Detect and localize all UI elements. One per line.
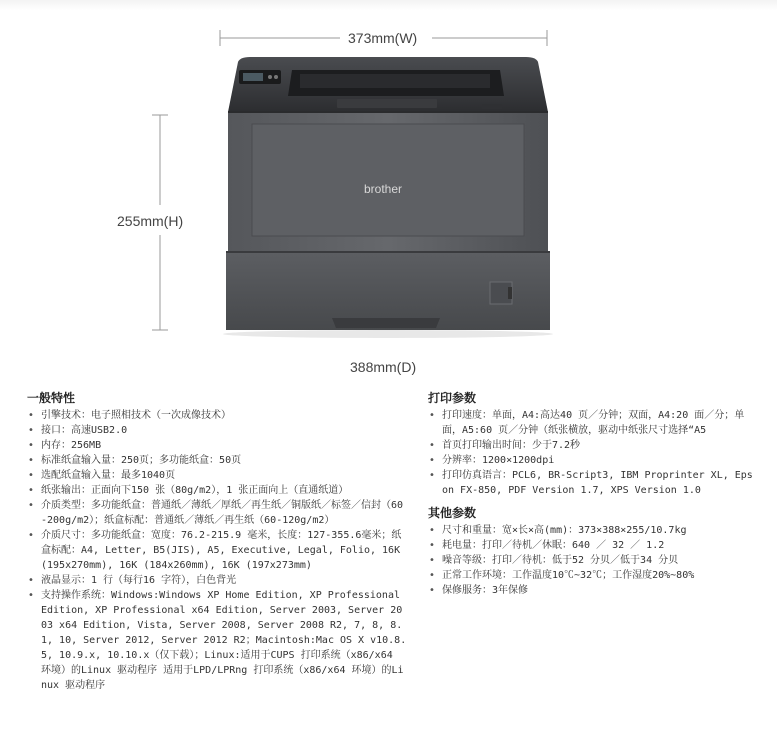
spec-item: • 纸张输出：正面向下150 张（80g/m2），1 张正面向上（直通纸道） bbox=[27, 483, 407, 498]
spec-item: • 打印仿真语言：PCL6, BR-Script3, IBM Proprinter XL, Epson FX-850, PDF Version 1.7, XPS Version 1.0 bbox=[428, 468, 758, 498]
spec-item: • 标准纸盒输入量：250页；多功能纸盒：50页 bbox=[27, 453, 407, 468]
print-list bbox=[428, 408, 758, 498]
other-title: 其他参数 bbox=[428, 506, 477, 520]
width-label: 373mm(W) bbox=[348, 30, 418, 46]
spec-item: • 打印速度：单面，A4:高达40 页／分钟；双面，A4:20 面／分；单面，A5:60 页／分钟（纸张横放，驱动中纸张尺寸选择“A5 bbox=[428, 408, 758, 438]
spec-item: • 选配纸盒输入量：最多1040页 bbox=[27, 468, 407, 483]
spec-item: • 尺寸和重量：宽×长×高(mm)：373×388×255/10.7kg bbox=[428, 523, 758, 538]
spec-item: • 噪音等级：打印／待机：低于52 分贝／低于34 分贝 bbox=[428, 553, 758, 568]
spec-item: • 介质类型：多功能纸盒：普通纸／薄纸／厚纸／再生纸／铜版纸／标签／信封（60-200g/m2）；纸盒标配：普通纸／薄纸／再生纸（60-120g/m2） bbox=[27, 498, 407, 528]
spec-item: • 内存：256MB bbox=[27, 438, 407, 453]
spec-item: • 正常工作环境：工作温度10℃~32℃；工作湿度20%~80% bbox=[428, 568, 758, 583]
spec-item: • 保修服务：3年保修 bbox=[428, 583, 758, 598]
print-title: 打印参数 bbox=[428, 391, 477, 405]
spec-item: • 耗电量：打印／待机／休眠：640 ／ 32 ／ 1.2 bbox=[428, 538, 758, 553]
spec-section bbox=[0, 388, 777, 734]
spec-item: • 首页打印输出时间：少于7.2秒 bbox=[428, 438, 758, 453]
height-label: 255mm(H) bbox=[117, 213, 184, 229]
spec-item: • 支持操作系统：Windows:Windows XP Home Edition, XP Professional Edition, XP Professional x64 Edition, Server 2003, Server 2003 x64 Edition, Vista, Server 2008, Server 2008 R2, 7, 8, 8.1, 10, Server 2012, Server 2012 R2；Macintosh:Mac OS X v10.8.5, 10.9.x, 10.10.x（仅下载）；Linux:适用于CUPS 打印系统（x86/x64 环境）的Linux 驱动程序 适用于LPD/LPRng 打印系统（x86/x64 环境）的Linux 驱动程序 bbox=[27, 588, 407, 693]
right-column bbox=[428, 388, 758, 598]
spec-item: • 介质尺寸：多功能纸盒：宽度：76.2-215.9 毫米，长度：127-355.6毫米；纸盒标配：A4, Letter, B5(JIS), A5, Executive, Legal, Folio, 16K (195x270mm), 16K (184x260mm), 16K (197x273mm) bbox=[27, 528, 407, 573]
general-column bbox=[27, 388, 407, 693]
general-list bbox=[27, 408, 407, 693]
spec-item: • 引擎技术：电子照相技术（一次成像技术） bbox=[27, 408, 407, 423]
spec-item: • 分辨率：1200×1200dpi bbox=[428, 453, 758, 468]
other-list bbox=[428, 523, 758, 598]
spec-item: • 液晶显示：1 行（每行16 字符），白色背光 bbox=[27, 573, 407, 588]
depth-label: 388mm(D) bbox=[350, 359, 417, 375]
general-title: 一般特性 bbox=[27, 391, 76, 405]
brand-logo: brother bbox=[363, 182, 403, 196]
spec-item: • 接口：高速USB2.0 bbox=[27, 423, 407, 438]
